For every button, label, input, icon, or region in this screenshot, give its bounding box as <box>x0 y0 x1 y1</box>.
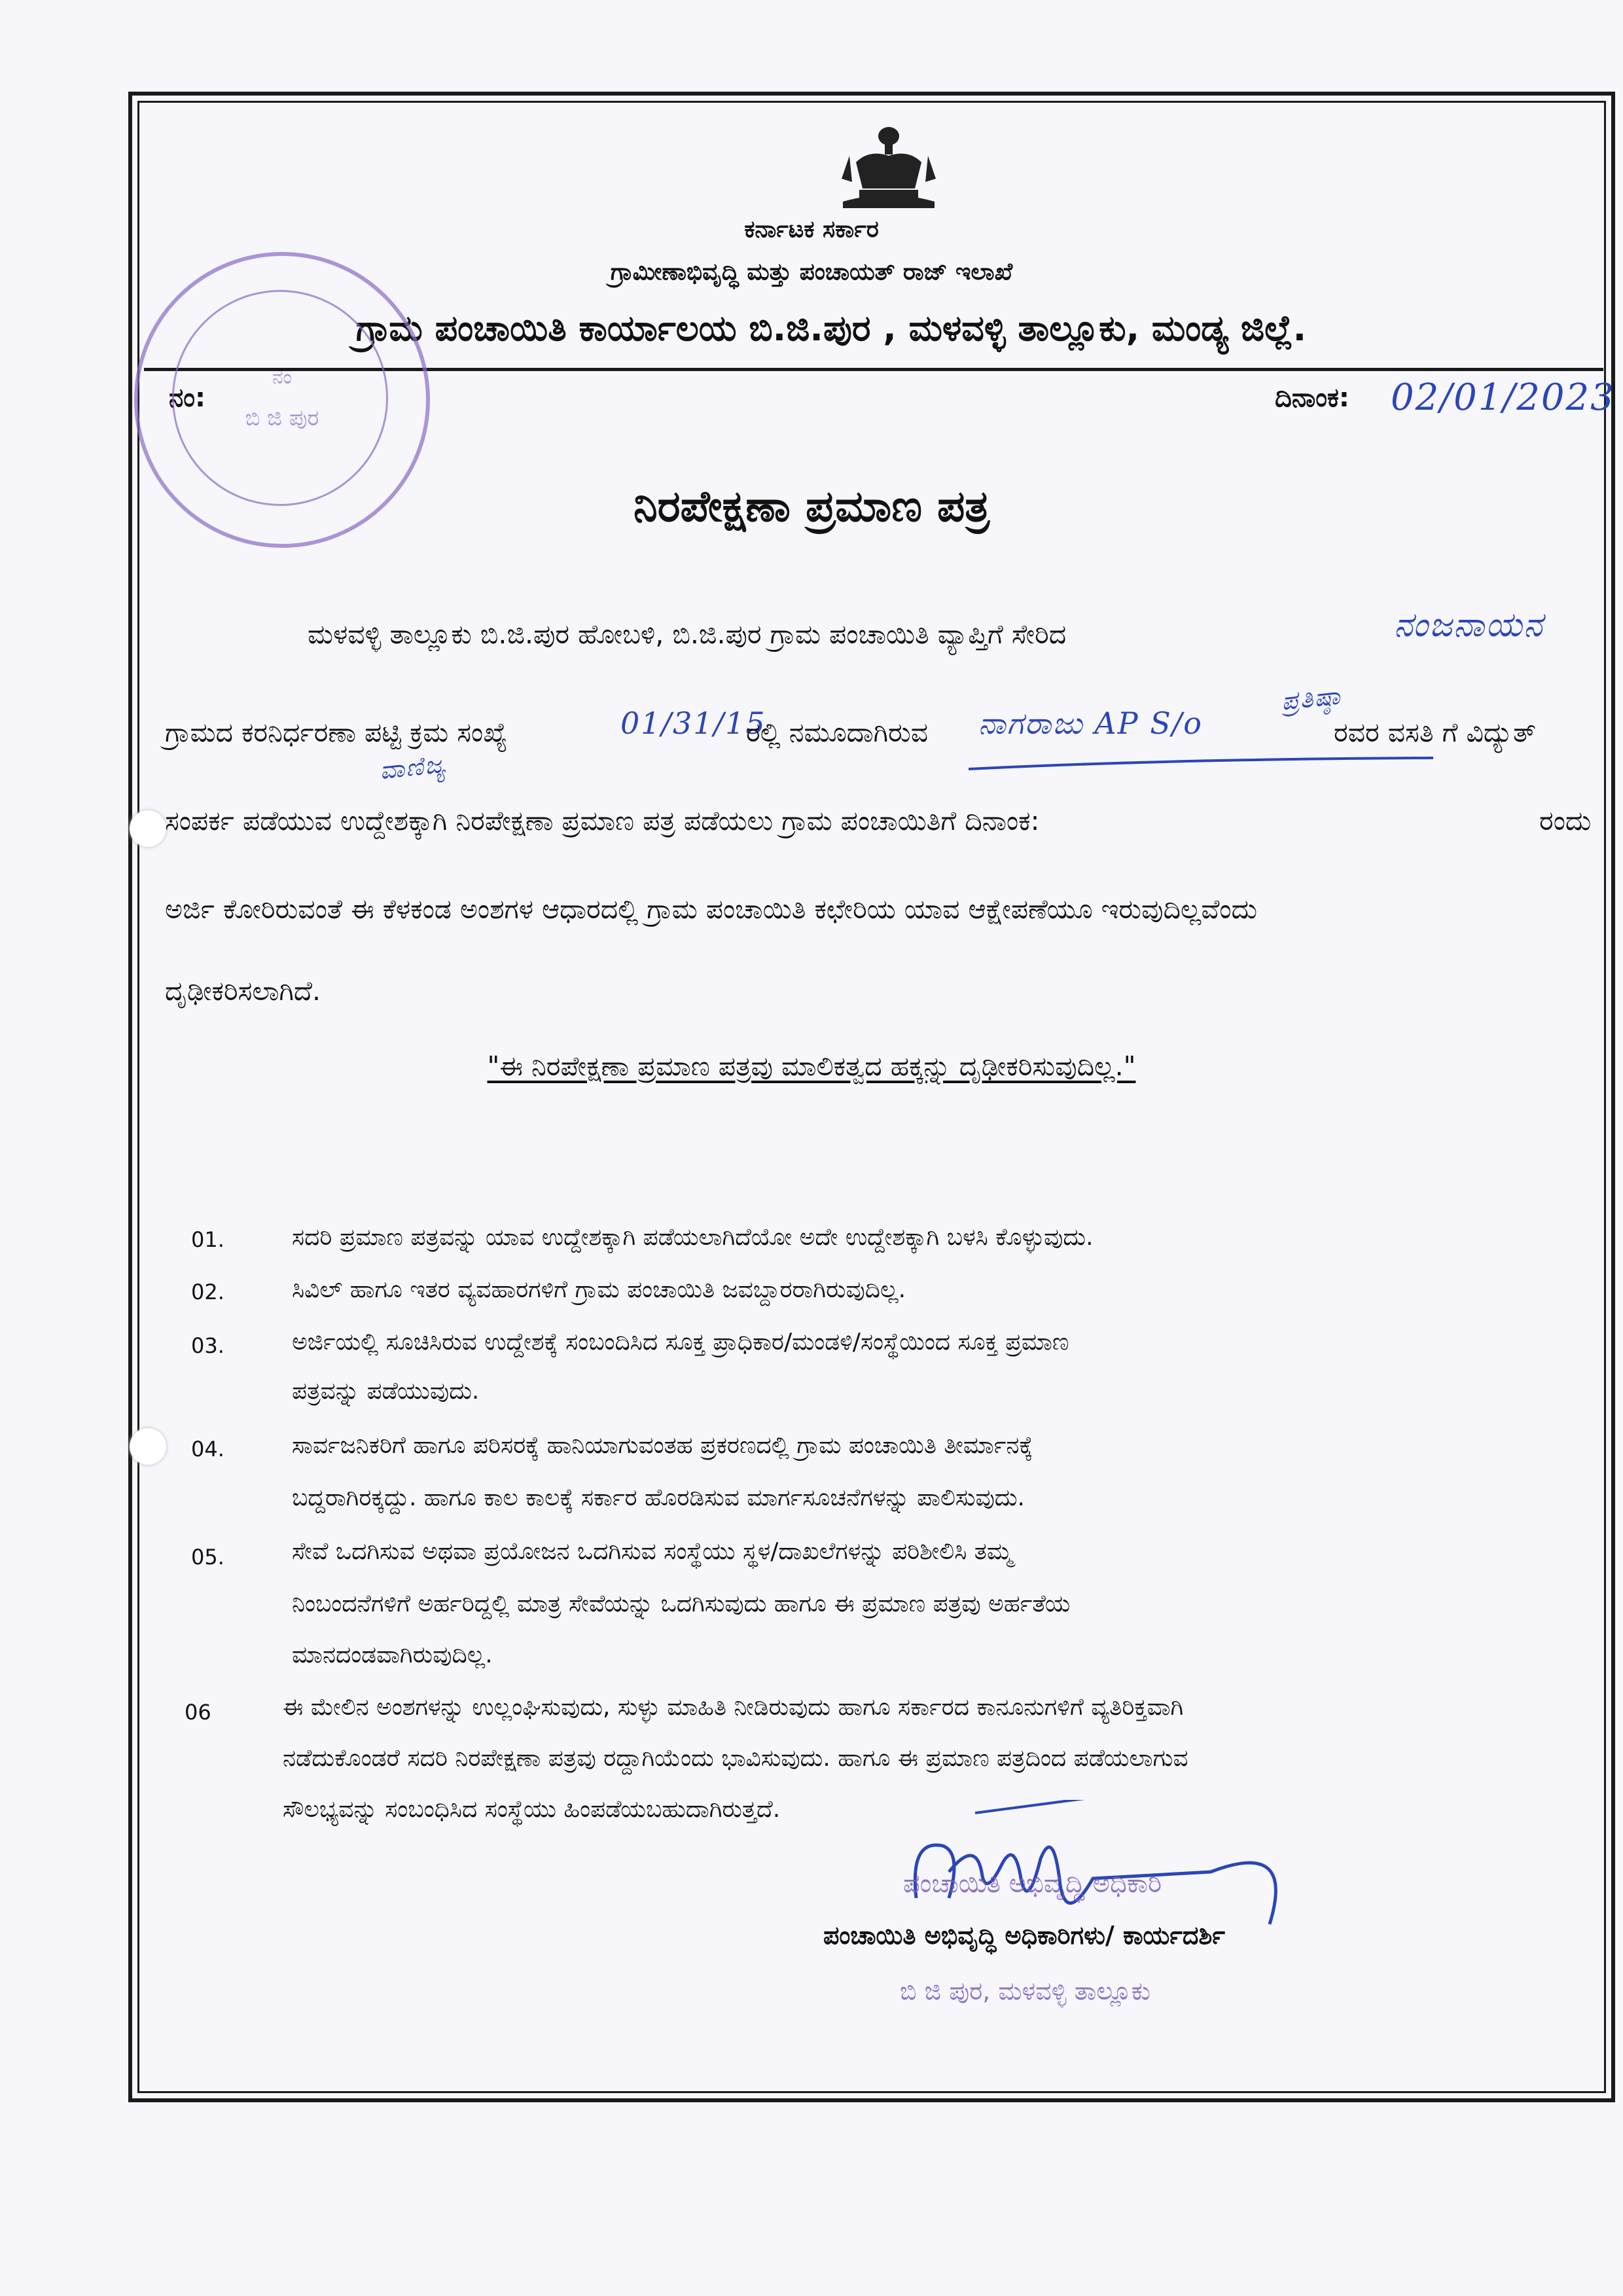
department-name: ಗ್ರಾಮೀಣಾಭಿವೃದ್ಧಿ ಮತ್ತು ಪಂಚಾಯತ್ ರಾಜ್ ಇಲಾಖೆ <box>610 259 1013 285</box>
body-line-2b: ರಲ್ಲಿ ನಮೂದಾಗಿರುವ <box>746 717 929 748</box>
condition-line: ಈ ಮೇಲಿನ ಅಂಶಗಳನ್ನು ಉಲ್ಲಂಘಿಸುವುದು, ಸುಳ್ಳು ಮಾಹಿತಿ ನೀಡಿರುವುದು ಹಾಗೂ ಸರ್ಕಾರದ ಕಾನೂನುಗಳಿಗೆ ವ್ಯತಿರಿಕ್ತವಾಗಿ <box>283 1694 1184 1721</box>
date-label: ದಿನಾಂಕ: <box>1275 383 1349 413</box>
office-name: ಗ್ರಾಮ ಪಂಚಾಯಿತಿ ಕಾರ್ಯಾಲಯ ಬಿ.ಜಿ.ಪುರ , ಮಳವಳ್ಳಿ ತಾಲ್ಲೂಕು, ಮಂಡ್ಯ ಜಿಲ್ಲೆ. <box>355 308 1307 349</box>
condition-line: ಸೇವೆ ಒದಗಿಸುವ ಅಥವಾ ಪ್ರಯೋಜನ ಒದಗಿಸುವ ಸಂಸ್ಥೆಯು ಸ್ಥಳ/ದಾಖಲೆಗಳನ್ನು ಪರಿಶೀಲಿಸಿ ತಮ್ಮ <box>292 1538 1012 1565</box>
emblem-icon <box>830 117 948 215</box>
condition-number: 06 <box>185 1700 211 1725</box>
condition-line: ಸೌಲಭ್ಯವನ್ನು ಸಂಬಂಧಿಸಿದ ಸಂಸ್ಥೆಯು ಹಿಂಪಡೆಯಬಹುದಾಗಿರುತ್ತದೆ. <box>283 1796 781 1823</box>
condition-line: ಬದ್ದರಾಗಿರಕ್ಕದ್ದು. ಹಾಗೂ ಕಾಲ ಕಾಲಕ್ಕೆ ಸರ್ಕಾರ ಹೊರಡಿಸುವ ಮಾರ್ಗಸೂಚನೆಗಳನ್ನು ಪಾಲಿಸುವುದು. <box>292 1484 1025 1511</box>
disclaimer-quote <box>0 1050 1623 1083</box>
condition-number: 05. <box>191 1545 224 1570</box>
certificate-title: ನಿರಪೇಕ್ಷಣಾ ಪ್ರಮಾಣ ಪತ್ರ <box>633 481 990 531</box>
handwritten-note: ಪ್ರತಿಷ್ಠಾ <box>1279 681 1343 716</box>
punch-hole <box>130 810 166 847</box>
body-line-3a: ಸಂಪರ್ಕ ಪಡೆಯುವ ಉದ್ದೇಶಕ್ಕಾಗಿ ನಿರಪೇಕ್ಷಣಾ ಪ್ರಮಾಣ ಪತ್ರ ಪಡೆಯಲು ಗ್ರಾಮ ಪಂಚಾಯಿತಿಗೆ ದಿನಾಂಕ: <box>165 805 1040 836</box>
handwritten-strike-line <box>969 753 1440 779</box>
body-line-2c: ರವರ ವಸತಿ ಗೆ ವಿದ್ಯುತ್ <box>1334 717 1537 748</box>
condition-line: ಸಿವಿಲ್ ಹಾಗೂ ಇತರ ವ್ಯವಹಾರಗಳಿಗೆ ಗ್ರಾಮ ಪಂಚಾಯಿತಿ ಜವಬ್ದಾರರಾಗಿರುವುದಿಲ್ಲ. <box>292 1276 906 1303</box>
signature-stamp-line-1: ಪಂಚಾಯಿತಿ ಅಭಿವೃದ್ಧಿ ಅಧಿಕಾರಿ <box>903 1869 1162 1899</box>
condition-number: 02. <box>191 1280 224 1304</box>
body-line-2a: ಗ್ರಾಮದ ಕರನಿರ್ಧರಣಾ ಪಟ್ಟಿ ಕ್ರಮ ಸಂಖ್ಯೆ <box>165 717 508 748</box>
condition-line: ಸಾರ್ವಜನಿಕರಿಗೆ ಹಾಗೂ ಪರಿಸರಕ್ಕೆ ಹಾನಿಯಾಗುವಂತಹ ಪ್ರಕರಣದಲ್ಲಿ ಗ್ರಾಮ ಪಂಚಾಯಿತಿ ತೀರ್ಮಾನಕ್ಕೆ <box>292 1432 1033 1459</box>
signature-mark <box>903 1800 1309 1931</box>
condition-number: 03. <box>191 1333 224 1358</box>
condition-number: 01. <box>191 1227 224 1252</box>
disclaimer-quote-text: "ಈ ನಿರಪೇಕ್ಷಣಾ ಪ್ರಮಾಣ ಪತ್ರವು ಮಾಲಿಕತ್ವದ ಹಕ್ಕನ್ನು ದೃಢೀಕರಿಸುವುದಿಲ್ಲ." <box>487 1050 1136 1082</box>
stamp-center-top: ನಂ <box>272 366 292 389</box>
condition-line: ಸದರಿ ಪ್ರಮಾಣ ಪತ್ರವನ್ನು ಯಾವ ಉದ್ದೇಶಕ್ಕಾಗಿ ಪಡೆಯಲಾಗಿದೆಯೋ ಅದೇ ಉದ್ದೇಶಕ್ಕಾಗಿ ಬಳಸಿ ಕೊಳ್ಳುವುದು. <box>292 1224 1094 1251</box>
body-line-3b: ರಂದು <box>1539 805 1592 836</box>
body-line-5: ದೃಢೀಕರಿಸಲಾಗಿದೆ. <box>165 975 321 1007</box>
reference-number-label: ನಂ: <box>169 383 205 413</box>
signature-stamp-line-2: ಬಿ ಜಿ ಪುರ, ಮಳವಳ್ಳಿ ತಾಲ್ಲೂಕು <box>900 1977 1150 2005</box>
handwritten-serial: 01/31/15 <box>620 706 766 741</box>
date-value: 02/01/2023 <box>1391 376 1615 419</box>
body-line-1: ಮಳವಳ್ಳಿ ತಾಲ್ಲೂಕು ಬಿ.ಜಿ.ಪುರ ಹೋಬಳಿ, ಬಿ.ಜಿ.ಪುರ ಗ್ರಾಮ ಪಂಚಾಯಿತಿ ವ್ಯಾಪ್ತಿಗೆ ಸೇರಿದ <box>308 619 1067 650</box>
condition-line: ಅರ್ಜಿಯಲ್ಲಿ ಸೂಚಿಸಿರುವ ಉದ್ದೇಶಕ್ಕೆ ಸಂಬಂದಿಸಿದ ಸೂಕ್ತ ಪ್ರಾಧಿಕಾರ/ಮಂಡಳಿ/ಸಂಸ್ಥೆಯಿಂದ ಸೂಕ್ತ ಪ್ರಮಾಣ <box>292 1329 1069 1355</box>
handwritten-village: ನಂಜನಾಯನ <box>1394 605 1544 645</box>
condition-line: ಪತ್ರವನ್ನು ಪಡೆಯುವುದು. <box>292 1378 480 1405</box>
stamp-center-bottom: ಬಿ ಜಿ ಪುರ <box>245 405 319 431</box>
body-line-4: ಅರ್ಜಿ ಕೋರಿರುವಂತೆ ಈ ಕೆಳಕಂಡ ಅಂಶಗಳ ಆಧಾರದಲ್ಲಿ ಗ್ರಾಮ ಪಂಚಾಯಿತಿ ಕಛೇರಿಯ ಯಾವ ಆಕ್ಷೇಪಣೆಯೂ ಇರುವುದಿಲ್ಲವೆಂದು <box>165 893 1258 925</box>
punch-hole <box>130 1428 166 1465</box>
handwritten-name: ನಾಗರಾಜು AP S/o <box>978 706 1203 741</box>
signatory-designation: ಪಂಚಾಯಿತಿ ಅಭಿವೃದ್ಧಿ ಅಧಿಕಾರಿಗಳು/ ಕಾರ್ಯದರ್ಶಿ <box>823 1921 1225 1950</box>
state-name: ಕರ್ನಾಟಕ ಸರ್ಕಾರ <box>744 216 879 243</box>
handwritten-commercial: ವಾಣಿಜ್ಯ <box>378 749 448 785</box>
condition-number: 04. <box>191 1437 224 1462</box>
condition-line: ನಡೆದುಕೊಂಡರೆ ಸದರಿ ನಿರಪೇಕ್ಷಣಾ ಪತ್ರವು ರದ್ದಾಗಿಯೆಂದು ಭಾವಿಸುವುದು. ಹಾಗೂ ಈ ಪ್ರಮಾಣ ಪತ್ರದಿಂದ ಪಡೆಯಲಾಗುವ <box>283 1745 1188 1772</box>
condition-line: ಮಾನದಂಡವಾಗಿರುವುದಿಲ್ಲ. <box>292 1641 493 1668</box>
condition-line: ನಿಂಬಂದನೆಗಳಿಗೆ ಅರ್ಹರಿದ್ದಲ್ಲಿ ಮಾತ್ರ ಸೇವೆಯನ್ನು ಒದಗಿಸುವುದು ಹಾಗೂ ಈ ಪ್ರಮಾಣ ಪತ್ರವು ಅರ್ಹತೆಯ <box>292 1590 1071 1617</box>
